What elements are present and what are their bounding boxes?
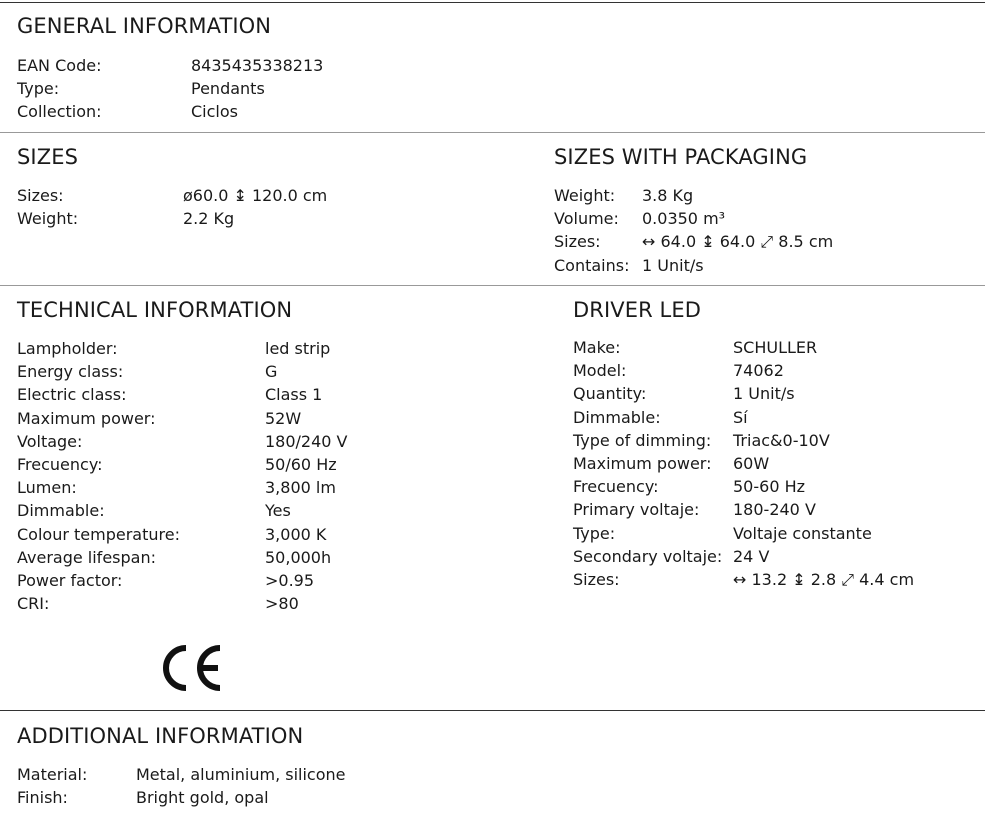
driver-row xyxy=(573,475,914,498)
row-value: 1 Unit/s xyxy=(642,255,704,275)
technical-row xyxy=(17,430,348,453)
row-value: Pendants xyxy=(191,79,265,99)
row-value: 74062 xyxy=(733,361,784,381)
top-divider xyxy=(0,2,985,3)
row-value: 50/60 Hz xyxy=(265,454,337,474)
technical-row xyxy=(17,476,348,499)
technical-information-heading: TECHNICAL INFORMATION xyxy=(17,298,293,322)
row-value: 0.0350 m³ xyxy=(642,209,726,229)
row-label: Sizes: xyxy=(554,232,601,252)
row-value: 2.2 Kg xyxy=(183,209,235,229)
sizes-row-weight xyxy=(17,207,327,230)
row-value: ↔ 64.0 ↨ 64.0 ⤢ 8.5 cm xyxy=(642,232,834,252)
row-value: ø60.0 ↨ 120.0 cm xyxy=(183,186,328,205)
row-value: Triac&0-10V xyxy=(733,430,830,450)
row-value: 180/240 V xyxy=(265,431,348,451)
technical-row xyxy=(17,453,348,476)
divider-general xyxy=(0,132,985,133)
driver-row xyxy=(573,359,914,382)
row-label: Model: xyxy=(573,361,627,381)
row-label: Electric class: xyxy=(17,385,127,405)
row-value: Yes xyxy=(265,501,291,521)
row-value: Bright gold, opal xyxy=(136,788,269,808)
technical-row xyxy=(17,592,348,615)
general-row-type xyxy=(17,77,323,100)
driver-row xyxy=(573,336,914,359)
row-value: 3,000 K xyxy=(265,524,327,544)
row-value: led strip xyxy=(265,339,331,358)
row-label: Contains: xyxy=(554,255,630,275)
technical-row xyxy=(17,407,348,430)
row-label: Type of dimming: xyxy=(573,430,712,450)
row-label: Finish: xyxy=(17,788,68,808)
row-label: CRI: xyxy=(17,594,50,614)
row-label: Power factor: xyxy=(17,570,123,590)
packaging-row-weight xyxy=(554,184,833,207)
row-value: 180-240 V xyxy=(733,500,816,520)
row-value: >0.95 xyxy=(265,570,315,590)
row-label: Maximum power: xyxy=(17,408,156,428)
driver-row xyxy=(573,406,914,429)
row-value: 60W xyxy=(733,453,770,473)
row-value: 8435435338213 xyxy=(191,56,324,75)
sizes-row-sizes xyxy=(17,184,327,207)
driver-row xyxy=(573,498,914,521)
row-value: SCHULLER xyxy=(733,338,818,357)
general-row-ean xyxy=(17,54,323,77)
row-value: Voltaje constante xyxy=(733,523,872,543)
driver-row xyxy=(573,452,914,475)
driver-led-list xyxy=(573,336,914,591)
driver-row xyxy=(573,382,914,405)
row-label: Lumen: xyxy=(17,478,77,498)
row-label: Sizes: xyxy=(573,569,620,589)
additional-information-list xyxy=(17,763,346,809)
technical-row xyxy=(17,569,348,592)
row-label: Dimmable: xyxy=(573,407,661,427)
sizes-list xyxy=(17,184,327,230)
driver-row xyxy=(573,522,914,545)
general-row-collection xyxy=(17,100,323,123)
packaging-row-sizes xyxy=(554,230,833,253)
row-value: Metal, aluminium, silicone xyxy=(136,765,346,784)
row-label: EAN Code: xyxy=(17,56,102,75)
additional-row-finish xyxy=(17,786,346,809)
row-label: Weight: xyxy=(17,209,79,229)
driver-led-heading: DRIVER LED xyxy=(573,298,701,322)
row-label: Voltage: xyxy=(17,431,83,451)
row-label: Collection: xyxy=(17,102,102,122)
row-value: ↔ 13.2 ↨ 2.8 ⤢ 4.4 cm xyxy=(733,569,915,589)
row-label: Lampholder: xyxy=(17,339,118,358)
technical-row xyxy=(17,360,348,383)
row-value: 50-60 Hz xyxy=(733,477,806,497)
additional-row-material xyxy=(17,763,346,786)
row-label: Sizes: xyxy=(17,186,64,205)
row-value: >80 xyxy=(265,594,299,614)
row-label: Energy class: xyxy=(17,362,124,382)
row-value: 3,800 lm xyxy=(265,478,336,498)
ce-mark-icon xyxy=(158,642,226,694)
divider-sizes xyxy=(0,285,985,286)
row-label: Colour temperature: xyxy=(17,524,180,544)
row-label: Dimmable: xyxy=(17,501,105,521)
row-value: 50,000h xyxy=(265,547,332,567)
technical-row xyxy=(17,546,348,569)
general-information-list xyxy=(17,54,323,124)
row-label: Primary voltaje: xyxy=(573,500,700,520)
technical-row xyxy=(17,337,348,360)
row-value: Sí xyxy=(733,407,748,427)
technical-row xyxy=(17,523,348,546)
row-label: Average lifespan: xyxy=(17,547,156,567)
row-value: 1 Unit/s xyxy=(733,384,795,404)
row-label: Type: xyxy=(573,523,616,543)
row-label: Volume: xyxy=(554,209,619,229)
technical-row xyxy=(17,383,348,406)
technical-row xyxy=(17,499,348,522)
row-label: Frecuency: xyxy=(573,477,659,497)
row-label: Frecuency: xyxy=(17,454,103,474)
row-value: 3.8 Kg xyxy=(642,186,694,205)
row-label: Type: xyxy=(17,79,60,99)
driver-row xyxy=(573,545,914,568)
technical-information-list xyxy=(17,337,348,615)
row-value: G xyxy=(265,362,278,382)
sizes-heading: SIZES xyxy=(17,145,79,169)
row-label: Material: xyxy=(17,765,88,784)
driver-row xyxy=(573,429,914,452)
row-label: Secondary voltaje: xyxy=(573,546,723,566)
row-value: 52W xyxy=(265,408,302,428)
row-value: Class 1 xyxy=(265,385,323,405)
divider-technical xyxy=(0,710,985,711)
driver-row xyxy=(573,568,914,591)
general-information-heading: GENERAL INFORMATION xyxy=(17,14,272,38)
row-label: Weight: xyxy=(554,186,616,205)
sizes-with-packaging-heading: SIZES WITH PACKAGING xyxy=(554,145,808,169)
row-label: Make: xyxy=(573,338,621,357)
row-value: Ciclos xyxy=(191,102,238,122)
additional-information-heading: ADDITIONAL INFORMATION xyxy=(17,724,304,748)
row-label: Maximum power: xyxy=(573,453,712,473)
row-value: 24 V xyxy=(733,546,770,566)
packaging-row-volume xyxy=(554,207,833,230)
packaging-row-contains xyxy=(554,254,833,277)
packaging-list xyxy=(554,184,833,277)
row-label: Quantity: xyxy=(573,384,647,404)
